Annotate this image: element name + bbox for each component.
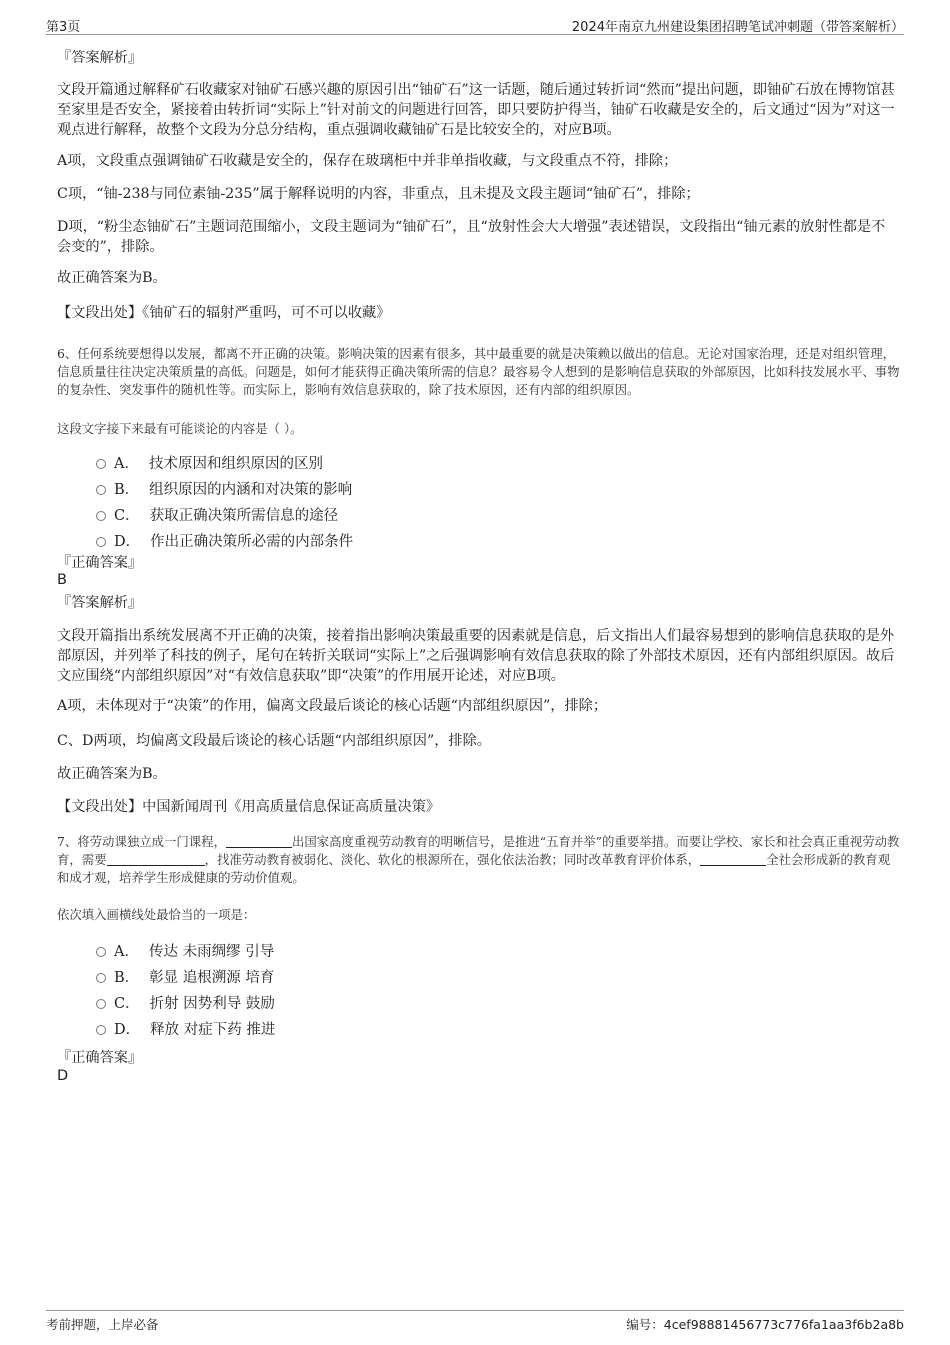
q7-option-d[interactable]: D． 释放 对症下药 推进 [96, 1020, 275, 1040]
q6-option-a[interactable]: A． 技术原因和组织原因的区别 [96, 454, 323, 474]
radio-icon[interactable] [96, 511, 106, 521]
q6-stem: 6、任何系统要想得以发展，都离不开正确的决策。影响决策的因素有很多，其中最重要的就是决策赖以做出的信息。无论对国家治理，还是对组织管理，信息质量往往决定决策质量的高低。问题是，如何才能获得正确决策所需的信息？最容易令人想到的是影响信息获取的外部原因，比如科技发展水平、事物的复杂性、突发事件的随机性等。而实际上，影响有效信息获取的，除了技术原因，还有内部的组织原因。 [57, 346, 900, 397]
footer-slogan: 考前押题，上岸必备 [46, 1317, 159, 1332]
q6-answer-heading: 『正确答案』 [57, 555, 143, 571]
radio-icon[interactable] [96, 973, 106, 983]
document-code: 编号：4cef98881456773c776fa1aa3f6b2a8b [626, 1317, 904, 1332]
q6-option-b[interactable]: B． 组织原因的内涵和对决策的影响 [96, 480, 352, 500]
q7-option-c[interactable]: C． 折射 因势利导 鼓励 [96, 994, 275, 1014]
blank-2 [107, 852, 205, 866]
q7-answer-heading: 『正确答案』 [57, 1050, 143, 1066]
q6-option-a-analysis: A项，未体现对于“决策”的作用，偏离文段最后谈论的核心话题“内部组织原因”，排除； [57, 698, 608, 714]
q5-source: 【文段出处】《铀矿石的辐射严重吗，可不可以收藏》 [57, 305, 391, 321]
q6-option-cd-analysis: C、D两项，均偏离文段最后谈论的核心话题“内部组织原因”，排除。 [57, 733, 491, 749]
q6-answer: B [57, 572, 67, 588]
q6-conclusion: 故正确答案为B。 [57, 766, 167, 782]
q6-analysis-paragraph: 文段开篇指出系统发展离不开正确的决策，接着指出影响决策最重要的因素就是信息，后文指出人们最容易想到的影响信息获取的是外部原因，并列举了科技的例子，尾句在转折关联词“实际上”之后强调影响有效信息获取的除了外部技术原因，还有内部组织原因。故后文应围绕“内部组织原因”对“有效信息获取”即“决策”的作用展开论述，对应B项。 [57, 628, 895, 684]
q7-question: 依次填入画横线处最恰当的一项是： [57, 907, 256, 922]
page-number: 第3页 [46, 20, 81, 35]
radio-icon[interactable] [96, 999, 106, 1009]
q5-analysis-paragraph: 文段开篇通过解释矿石收藏家对铀矿石感兴趣的原因引出“铀矿石”这一话题，随后通过转折词“然而”提出问题，即铀矿石放在博物馆甚至家里是否安全，紧接着由转折词“实际上”针对前文的问题进行回答，即只要防护得当，铀矿石收藏是安全的，后文通过“因为”对这一观点进行解释，故整个文段为分总分结构，重点强调收藏铀矿石是比较安全的，对应B项。 [57, 82, 895, 138]
radio-icon[interactable] [96, 459, 106, 469]
page-footer [46, 1310, 904, 1335]
q5-option-a-analysis: A项，文段重点强调铀矿石收藏是安全的，保存在玻璃柜中并非单指收藏，与文段重点不符，排除； [57, 153, 678, 169]
q5-analysis-heading: 『答案解析』 [57, 50, 143, 66]
q5-option-d-analysis: D项，“粉尘态铀矿石”主题词范围缩小，文段主题词为“铀矿石”，且“放射性会大大增强”表述错误，文段指出“铀元素的放射性都是不会变的”，排除。 [57, 219, 886, 255]
radio-icon[interactable] [96, 1025, 106, 1035]
q7-option-b[interactable]: B． 彰显 追根溯源 培育 [96, 968, 274, 988]
page-header [46, 14, 904, 35]
blank-3 [700, 852, 766, 866]
q5-option-c-analysis: C项，“铀-238与同位素铀-235”属于解释说明的内容，非重点，且未提及文段主题词“铀矿石”，排除； [57, 186, 700, 202]
q6-option-c[interactable]: C． 获取正确决策所需信息的途径 [96, 506, 338, 526]
q5-conclusion: 故正确答案为B。 [57, 270, 167, 286]
q6-question: 这段文字接下来最有可能谈论的内容是（ ）。 [57, 421, 303, 436]
q6-option-d[interactable]: D． 作出正确决策所必需的内部条件 [96, 532, 353, 552]
blank-1 [226, 834, 292, 848]
q6-analysis-heading: 『答案解析』 [57, 595, 143, 611]
q7-option-a[interactable]: A． 传达 未雨绸缪 引导 [96, 942, 274, 962]
document-title: 2024年南京九州建设集团招聘笔试冲刺题（带答案解析） [571, 20, 904, 35]
q6-source: 【文段出处】中国新闻周刊《用高质量信息保证高质量决策》 [57, 799, 441, 815]
radio-icon[interactable] [96, 947, 106, 957]
q7-stem: 7、将劳动课独立成一门课程， 出国家高度重视劳动教育的明晰信号，是推进“五育并举”的重要举措。而要让学校、家长和社会真正重视劳动教育，需要 ，找准劳动教育被弱化、淡化、软化的根源所在，强化依法治教；同时改革教育评价体系， 全社会形成新的教育观和成才观，培养学生形成健康的劳动价值观。 [57, 834, 900, 885]
radio-icon[interactable] [96, 537, 106, 547]
q7-answer: D [57, 1068, 69, 1084]
radio-icon[interactable] [96, 485, 106, 495]
